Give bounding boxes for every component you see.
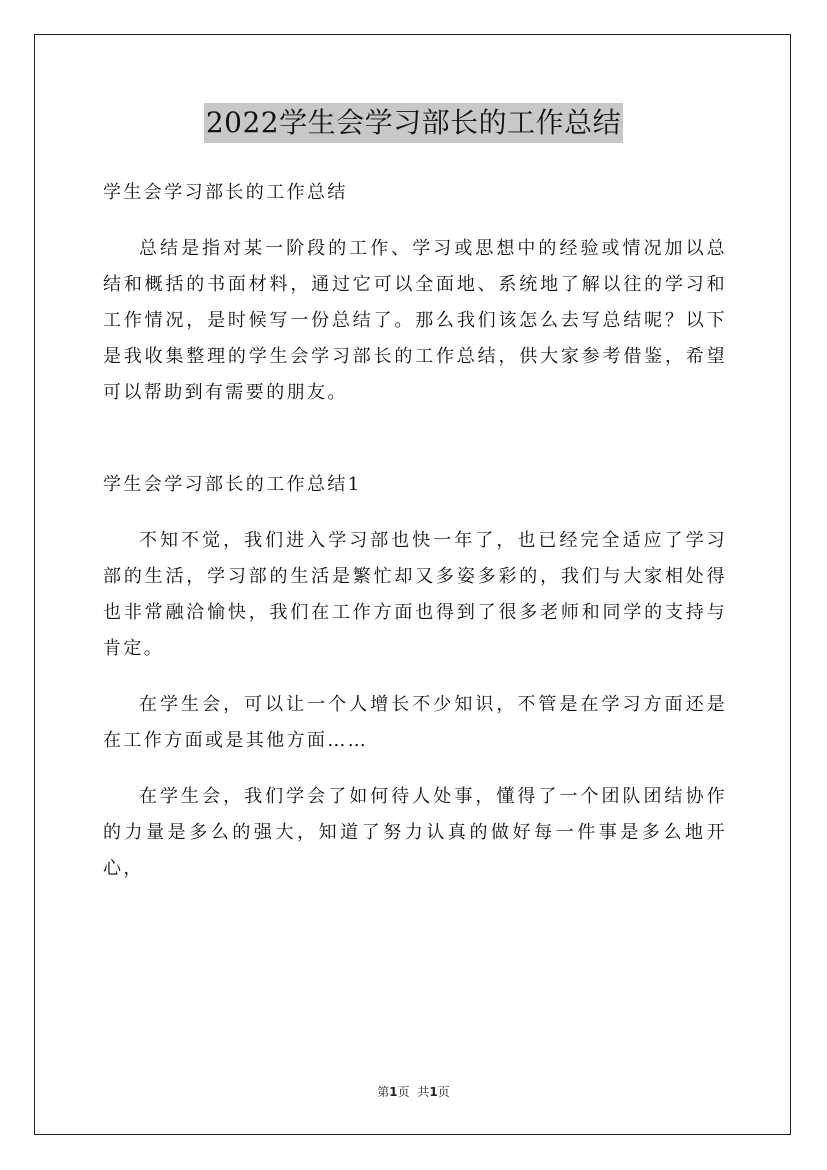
intro-paragraph: 总结是指对某一阶段的工作、学习或思想中的经验或情况加以总结和概括的书面材料，通过它可以全面地、系统地了解以往的学习和工作情况，是时候写一份总结了。那么我们该怎么去写总结呢？以下是我收集整理的学生会学习部长的工作总结，供大家参考借鉴，希望可以帮助到有需要的朋友。 (103, 238, 727, 403)
page-suffix: 页 (397, 1085, 410, 1099)
page-footer (0, 1083, 827, 1100)
document-subtitle: 学生会学习部长的工作总结 (103, 182, 348, 203)
total-suffix: 页 (437, 1085, 450, 1099)
page-number: 1 (389, 1085, 398, 1099)
body-paragraph: 在学生会，我们学会了如何待人处事，懂得了一个团队团结协作的力量是多么的强大，知道了努力认真的做好每一件事是多么地开心， (103, 786, 727, 879)
total-pages: 1 (429, 1085, 438, 1099)
document-body (103, 175, 727, 887)
title-area (0, 103, 827, 143)
document-title: 2022学生会学习部长的工作总结 (204, 103, 623, 143)
body-paragraph: 不知不觉，我们进入学习部也快一年了，也已经完全适应了学习部的生活，学习部的生活是繁忙却又多姿多彩的，我们与大家相处得也非常融洽愉快，我们在工作方面也得到了很多老师和同学的支持与肯定。 (103, 530, 727, 659)
page-prefix: 第 (377, 1085, 390, 1099)
body-paragraph: 在学生会，可以让一个人增长不少知识，不管是在学习方面还是在工作方面或是其他方面…… (103, 694, 727, 751)
section-heading: 学生会学习部长的工作总结1 (103, 474, 362, 495)
total-prefix: 共 (417, 1085, 430, 1099)
